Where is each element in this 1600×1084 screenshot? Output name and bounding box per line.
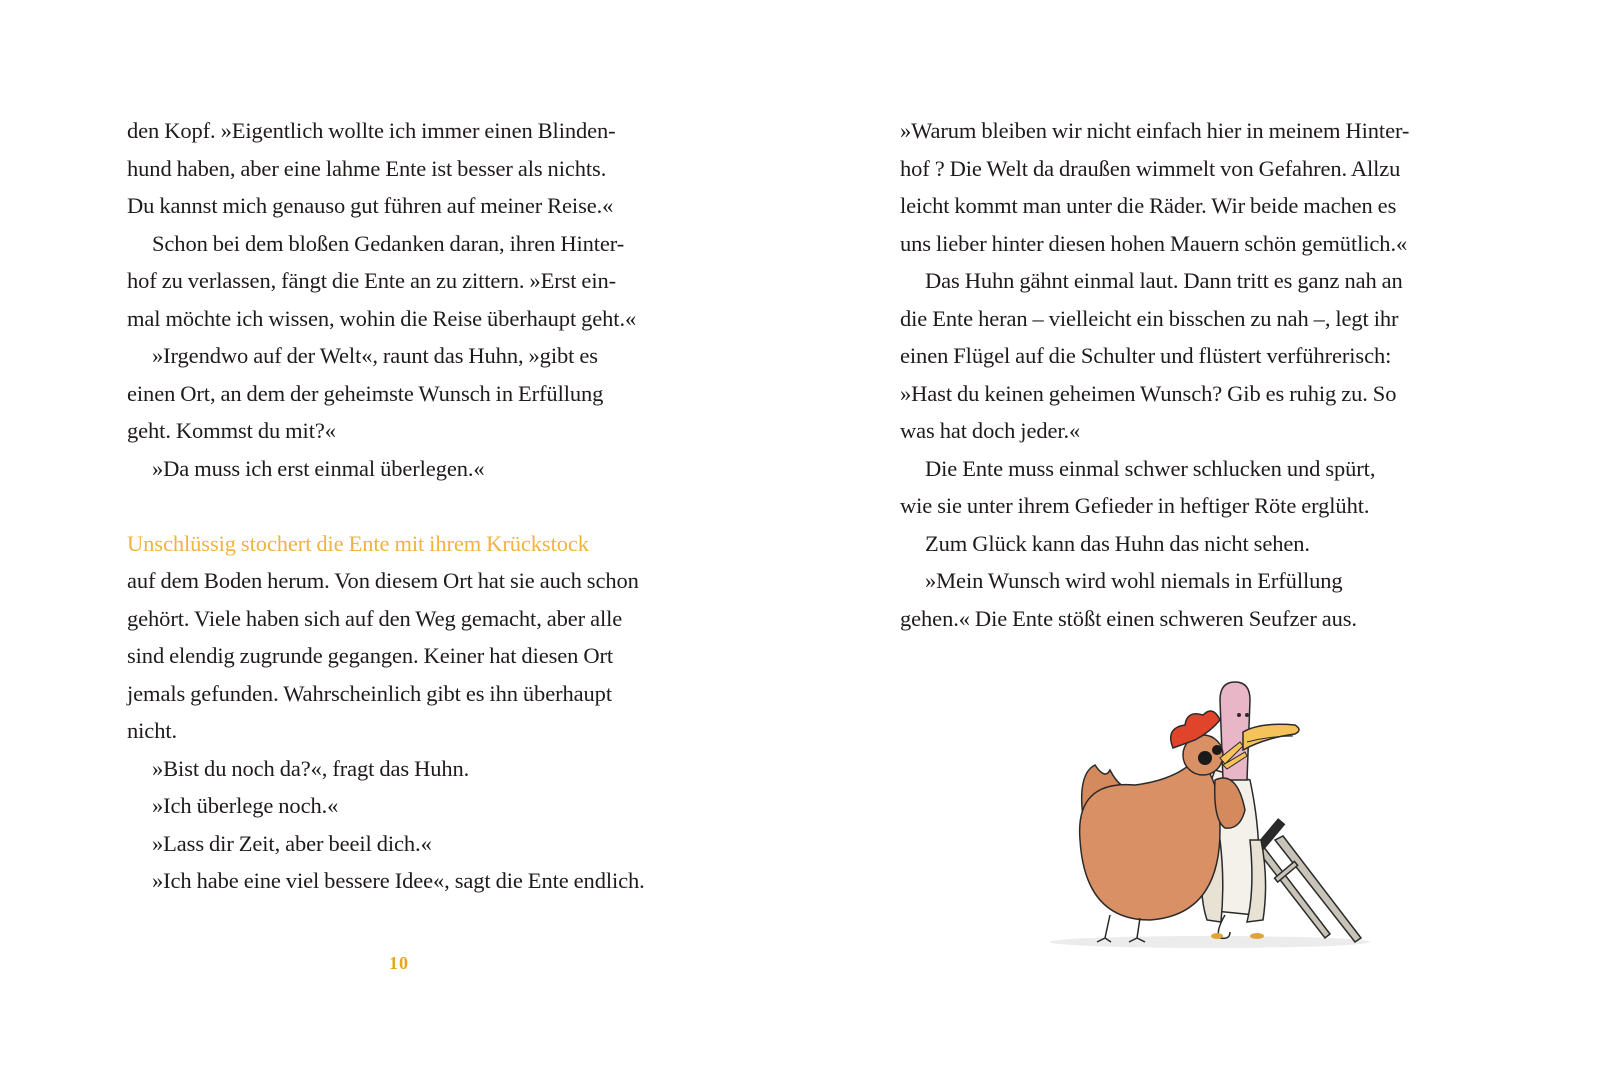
text-line: »Bist du noch da?«, fragt das Huhn. (152, 755, 470, 781)
text-line: mal möchte ich wissen, wohin die Reise überhaupt geht.« (127, 305, 637, 331)
text-line: hof zu verlassen, fängt die Ente an zu zittern. »Erst ein- (127, 268, 617, 293)
text-line: Du kannst mich genauso gut führen auf meiner Reise.« (127, 193, 614, 218)
text-line: »Da muss ich erst einmal überlegen.« (152, 455, 485, 481)
text-line: sind elendig zugrunde gegangen. Keiner hat diesen Ort (127, 643, 614, 668)
text-line: »Lass dir Zeit, aber beeil dich.« (152, 830, 432, 856)
text-line: Zum Glück kann das Huhn das nicht sehen. (925, 530, 1310, 556)
text-line: »Warum bleiben wir nicht einfach hier in meinem Hinter- (900, 118, 1410, 143)
text-line: nicht. (127, 718, 178, 743)
text-line: einen Flügel auf die Schulter und flüstert verführerisch: (900, 343, 1392, 368)
section-break (127, 487, 687, 525)
text-line: einen Ort, an dem der geheimste Wunsch in Erfüllung (127, 380, 604, 406)
text-line: »Hast du keinen geheimen Wunsch? Gib es ruhig zu. So (900, 380, 1397, 406)
text-line: hund haben, aber eine lahme Ente ist besser als nichts. (127, 155, 607, 181)
text-line: den Kopf. »Eigentlich wollte ich immer einen Blinden- (127, 118, 616, 143)
text-line: die Ente heran – vielleicht ein bisschen zu nah –, legt ihr (900, 305, 1399, 331)
illustration-icon (1025, 670, 1385, 960)
text-line: Die Ente muss einmal schwer schlucken und spürt, (925, 455, 1376, 481)
hen-and-duck-illustration (1025, 670, 1385, 960)
right-text-column (900, 112, 1460, 637)
text-line: »Mein Wunsch wird wohl niemals in Erfüllung (925, 568, 1343, 593)
text-line: geht. Kommst du mit?« (127, 418, 336, 443)
text-line: »Ich habe eine viel bessere Idee«, sagt die Ente endlich. (152, 868, 645, 893)
page-number: 10 (389, 953, 409, 973)
text-line: auf dem Boden herum. Von diesem Ort hat sie auch schon (127, 568, 639, 593)
section-opening-line: Unschlüssig stochert die Ente mit ihrem Krückstock (127, 530, 589, 556)
text-line: hof ? Die Welt da draußen wimmelt von Gefahren. Allzu (900, 155, 1401, 181)
left-text-column (127, 112, 687, 900)
text-line: »Ich überlege noch.« (152, 793, 339, 818)
text-line: jemals gefunden. Wahrscheinlich gibt es ihn überhaupt (127, 680, 612, 706)
text-line: Das Huhn gähnt einmal laut. Dann tritt es ganz nah an (925, 268, 1403, 293)
text-line: was hat doch jeder.« (900, 418, 1081, 443)
text-line: wie sie unter ihrem Gefieder in heftiger Röte erglüht. (900, 493, 1370, 518)
text-line: uns lieber hinter diesen hohen Mauern schön gemütlich.« (900, 230, 1408, 256)
text-line: leicht kommt man unter die Räder. Wir beide machen es (900, 193, 1397, 218)
text-line: gehen.« Die Ente stößt einen schweren Seufzer aus. (900, 605, 1357, 631)
text-line: gehört. Viele haben sich auf den Weg gemacht, aber alle (127, 605, 623, 631)
text-line: »Irgendwo auf der Welt«, raunt das Huhn, »gibt es (152, 343, 598, 368)
text-line: Schon bei dem bloßen Gedanken daran, ihren Hinter- (152, 230, 625, 256)
